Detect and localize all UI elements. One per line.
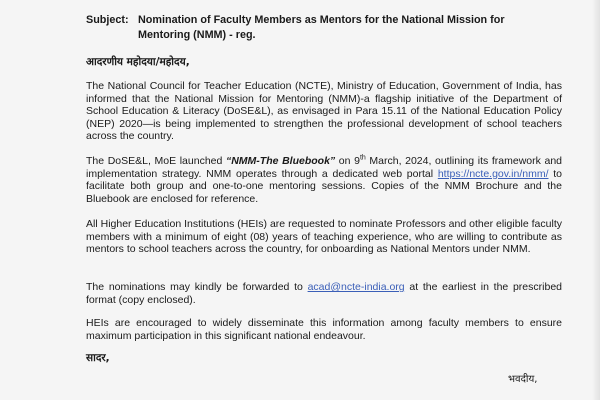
acad-email-link[interactable]: acad@ncte-india.org: [307, 281, 405, 293]
paragraph-dissemination: HEIs are encouraged to widely disseminate this information among faculty members to ensure maximum participation in this significant national endeavour.: [86, 317, 562, 342]
paragraph-bluebook-text-3: March, 2024, outlining its framework and implementation strategy. NMM operates through a dedicated web portal: [86, 155, 562, 180]
paragraph-forwarding: [86, 281, 562, 306]
salutation: आदरणीय महोदया/महोदय,: [86, 56, 190, 68]
paragraph-bluebook-text-2: on 9: [335, 155, 360, 167]
paragraph-bluebook-text-4: to facilitate both group and one-to-one mentoring sessions. Copies of the NMM Brochure and the Bluebook are enclosed for reference.: [86, 167, 562, 205]
paragraph-bluebook: [86, 155, 562, 205]
page-edge-shadow: [592, 0, 600, 400]
cropped-header-line: [86, 0, 566, 5]
signature-yours: भवदीय,: [508, 374, 538, 385]
paragraph-forwarding-text-1: The nominations may kindly be forwarded to: [86, 281, 308, 293]
subject-text-line2: Mentoring (NMM) - reg.: [138, 29, 256, 41]
bluebook-title: “NMM-The Bluebook”: [225, 155, 336, 167]
paragraph-nomination-request: All Higher Education Institutions (HEIs) are requested to nominate Professors and other eligible faculty members with a minimum of eight (08) years of teaching experience, who are willing to contribute as mentors to school teachers across the country, for onboarding as National Mentors under NMM.: [86, 218, 562, 256]
paragraph-forwarding-text-2: at the earliest in the prescribed format (copy enclosed).: [86, 281, 562, 306]
paragraph-bluebook-text-1: The DoSE&L, MoE launched: [86, 155, 226, 167]
closing-regards: सादर,: [86, 352, 110, 364]
subject-text-line1: Nomination of Faculty Members as Mentors for the National Mission for: [138, 14, 505, 26]
subject-line: [86, 13, 561, 43]
paragraph-ncte-intro: The National Council for Teacher Education (NCTE), Ministry of Education, Government of India, has informed that the National Mission for Mentoring (NMM)-a flagship initiative of the Department of School Education & Literacy (DoSE&L), as envisaged in Para 15.11 of the National Education Policy (NEP) 2020—is being implemented to strengthen the professional development of school teachers across the country.: [86, 80, 562, 143]
date-ordinal-suffix: th: [359, 154, 366, 162]
nmm-portal-link[interactable]: https://ncte.gov.in/nmm/: [437, 167, 549, 180]
subject-label: Subject:: [86, 14, 129, 26]
